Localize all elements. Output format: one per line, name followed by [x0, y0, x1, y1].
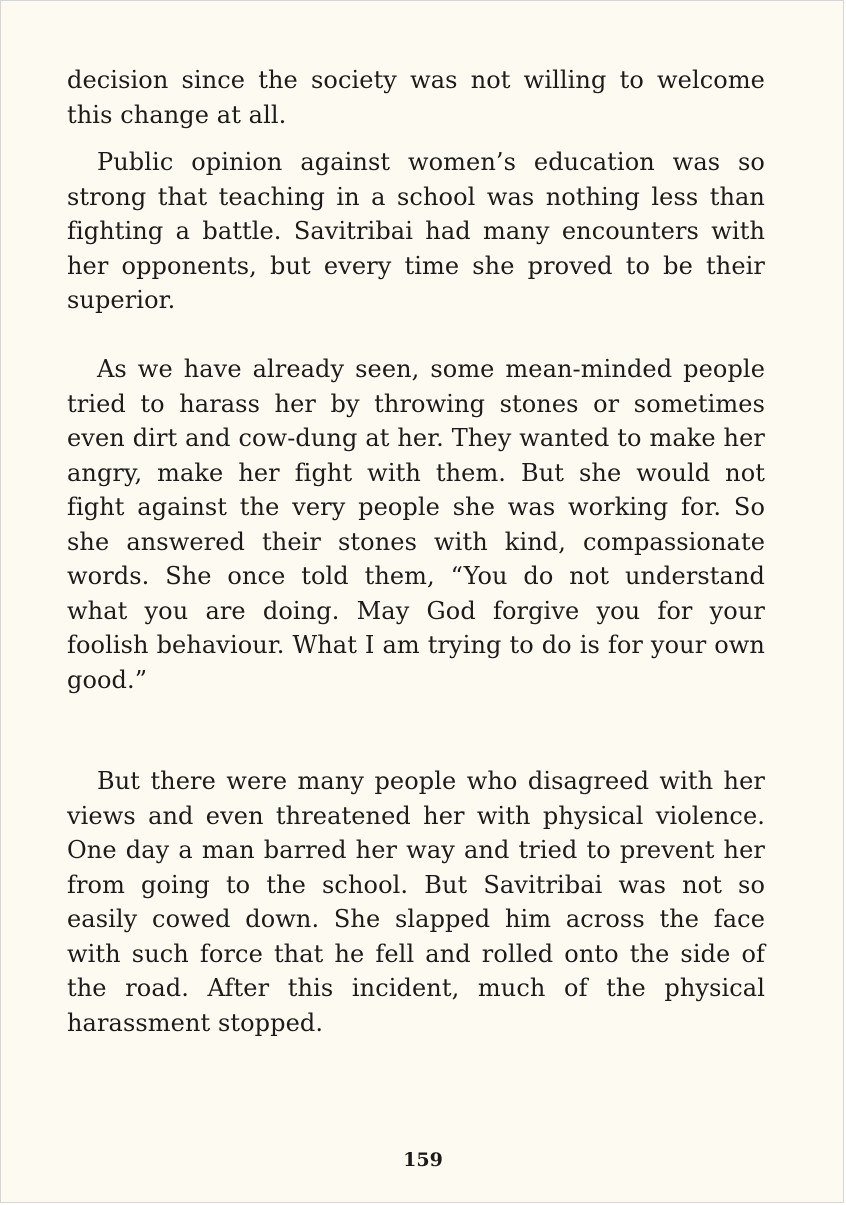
paragraph-violence: [67, 764, 765, 1040]
paragraph-harassment: [67, 352, 765, 697]
paragraph-public-opinion: [67, 145, 765, 318]
paragraph-text: decision since the society was not willing to welcome this change at all.: [67, 66, 765, 129]
paragraph-text: Public opinion against women’s education was so strong that teaching in a school was nothing less than fighting a battle. Savitribai had many encounters with her opponents, but every time she proved to be their superior.: [67, 148, 765, 314]
paragraph-text: As we have already seen, some mean-minded people tried to harass her by throwing stones or sometimes even dirt and cow-dung at her. They wanted to make her angry, make her fight with them. But she would not fight against the very people she was working for. So she answered their stones with kind, compassionate words. She once told them, “You do not understand what you are doing. May God forgive you for your foolish behaviour. What I am trying to do is for your own good.”: [67, 355, 765, 694]
paragraph-text: But there were many people who disagreed with her views and even threatened her with physical violence. One day a man barred her way and tried to prevent her from going to the school. But Savitribai was not so easily cowed down. She slapped him across the face with such force that he fell and rolled onto the side of the road. After this incident, much of the physical harassment stopped.: [67, 767, 765, 1037]
page-number: 159: [403, 1149, 443, 1171]
paragraph-continued: [67, 63, 765, 132]
